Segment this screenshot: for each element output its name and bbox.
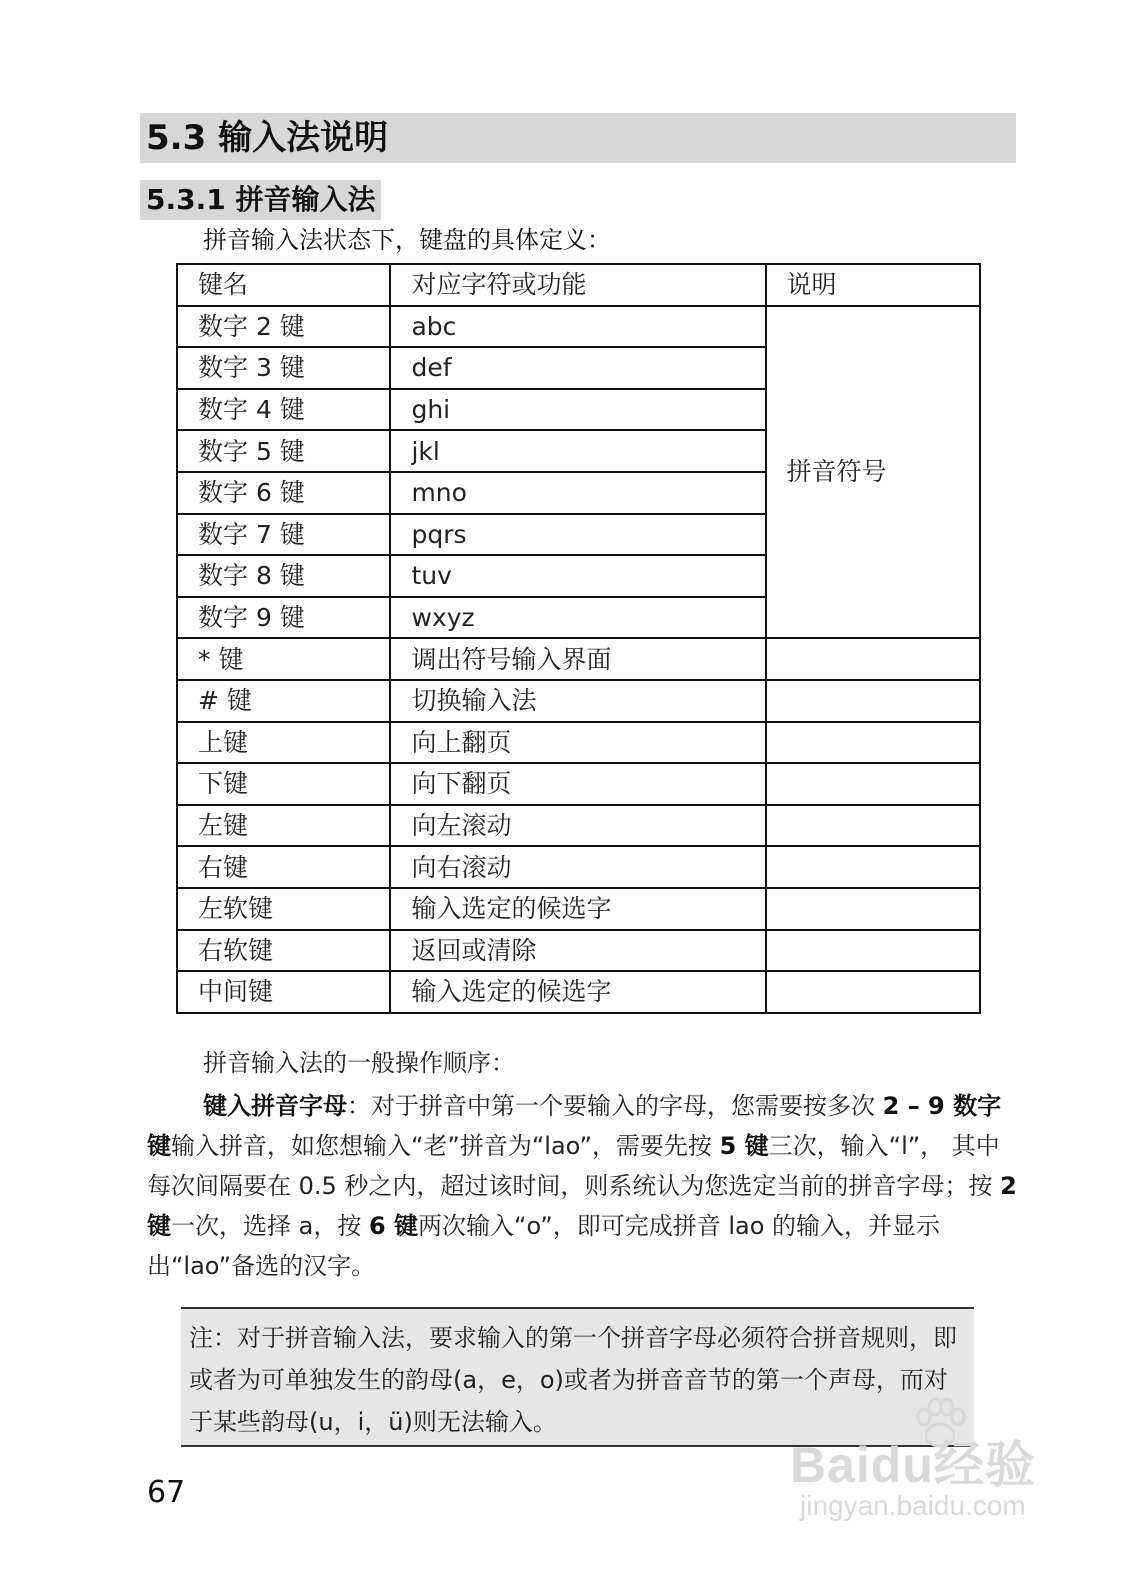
key-function-cell: def <box>390 347 765 389</box>
key-name-cell: * 键 <box>177 638 390 680</box>
note-box: 注：对于拼音输入法，要求输入的第一个拼音字母必须符合拼音规则，即或者为可单独发生的韵母(a，e，o)或者为拼音音节的第一个声母，而对于某些韵母(u，i，ü)则无法输入。 <box>181 1307 974 1447</box>
empty-note-cell <box>766 722 980 764</box>
key-name-cell: 上键 <box>177 722 390 764</box>
empty-note-cell <box>766 930 980 972</box>
subsection-heading: 5.3.1 拼音输入法 <box>140 180 381 220</box>
key-name-cell: 数字 3 键 <box>177 347 390 389</box>
bold-term: 2 – 9 数字键 <box>147 1092 1002 1160</box>
watermark-url: jingyan.baidu.com <box>800 1490 1026 1521</box>
table-header-row <box>177 264 980 306</box>
table-header-cell: 键名 <box>177 264 390 306</box>
table-header-cell: 说明 <box>766 264 980 306</box>
key-name-cell: 右键 <box>177 846 390 888</box>
baidu-watermark <box>790 1395 1060 1535</box>
watermark-logo: Baidu经验 <box>790 1437 1036 1493</box>
empty-note-cell <box>766 888 980 930</box>
empty-note-cell <box>766 971 980 1013</box>
table-row <box>177 306 980 348</box>
table-row <box>177 930 980 972</box>
pinyin-note-cell: 拼音符号 <box>766 306 980 639</box>
key-function-cell: 输入选定的候选字 <box>390 971 765 1013</box>
key-function-cell: 输入选定的候选字 <box>390 888 765 930</box>
page-number: 67 <box>147 1475 186 1510</box>
key-function-cell: jkl <box>390 430 765 472</box>
bold-term: 6 键 <box>368 1212 419 1240</box>
key-function-cell: 切换输入法 <box>390 680 765 722</box>
empty-note-cell <box>766 763 980 805</box>
table-row <box>177 971 980 1013</box>
order-title: 拼音输入法的一般操作顺序： <box>203 1049 515 1077</box>
key-function-cell: 向左滚动 <box>390 805 765 847</box>
para-text: 三次，输入“l”， 其中每次间隔要在 0.5 秒之内，超过该时间，则系统认为您选定当前的拼音字母；按 <box>147 1132 1001 1200</box>
key-function-cell: 向右滚动 <box>390 846 765 888</box>
table-row <box>177 638 980 680</box>
key-name-cell: 数字 6 键 <box>177 472 390 514</box>
key-name-cell: 数字 9 键 <box>177 597 390 639</box>
bold-term: 2 键 <box>147 1172 1017 1240</box>
key-name-cell: 数字 5 键 <box>177 430 390 472</box>
bold-term: 键入拼音字母 <box>203 1092 347 1120</box>
key-name-cell: 左键 <box>177 805 390 847</box>
intro-text: 拼音输入法状态下，键盘的具体定义： <box>203 226 611 254</box>
para-text: ：对于拼音中第一个要输入的字母，您需要按多次 <box>347 1092 883 1120</box>
key-function-cell: pqrs <box>390 514 765 556</box>
key-name-cell: 中间键 <box>177 971 390 1013</box>
empty-note-cell <box>766 638 980 680</box>
key-function-cell: tuv <box>390 555 765 597</box>
para-text: 一次，选择 a，按 <box>171 1212 369 1240</box>
table-row <box>177 888 980 930</box>
key-name-cell: 左软键 <box>177 888 390 930</box>
key-name-cell: # 键 <box>177 680 390 722</box>
key-name-cell: 下键 <box>177 763 390 805</box>
key-function-cell: 返回或清除 <box>390 930 765 972</box>
key-function-cell: 调出符号输入界面 <box>390 638 765 680</box>
key-definition-table <box>176 263 981 1014</box>
key-function-cell: mno <box>390 472 765 514</box>
table-row <box>177 846 980 888</box>
table-row <box>177 680 980 722</box>
key-function-cell: abc <box>390 306 765 348</box>
empty-note-cell <box>766 846 980 888</box>
key-name-cell: 数字 8 键 <box>177 555 390 597</box>
key-function-cell: ghi <box>390 389 765 431</box>
table-row <box>177 722 980 764</box>
key-name-cell: 数字 4 键 <box>177 389 390 431</box>
bold-term: 5 键 <box>719 1132 769 1160</box>
table-row <box>177 763 980 805</box>
para-text: 两次输入“o”，即可完成拼音 lao 的输入，并显示出“lao”备选的汉字。 <box>147 1212 941 1280</box>
table-row <box>177 805 980 847</box>
table-header-cell: 对应字符或功能 <box>390 264 765 306</box>
empty-note-cell <box>766 680 980 722</box>
key-function-cell: 向上翻页 <box>390 722 765 764</box>
empty-note-cell <box>766 805 980 847</box>
para-text: 输入拼音，如您想输入“老”拼音为“lao”，需要先按 <box>171 1132 720 1160</box>
key-function-cell: 向下翻页 <box>390 763 765 805</box>
section-heading: 5.3 输入法说明 <box>140 113 1016 163</box>
key-function-cell: wxyz <box>390 597 765 639</box>
key-name-cell: 数字 2 键 <box>177 306 390 348</box>
instruction-paragraph <box>147 1086 1017 1286</box>
key-name-cell: 右软键 <box>177 930 390 972</box>
key-name-cell: 数字 7 键 <box>177 514 390 556</box>
